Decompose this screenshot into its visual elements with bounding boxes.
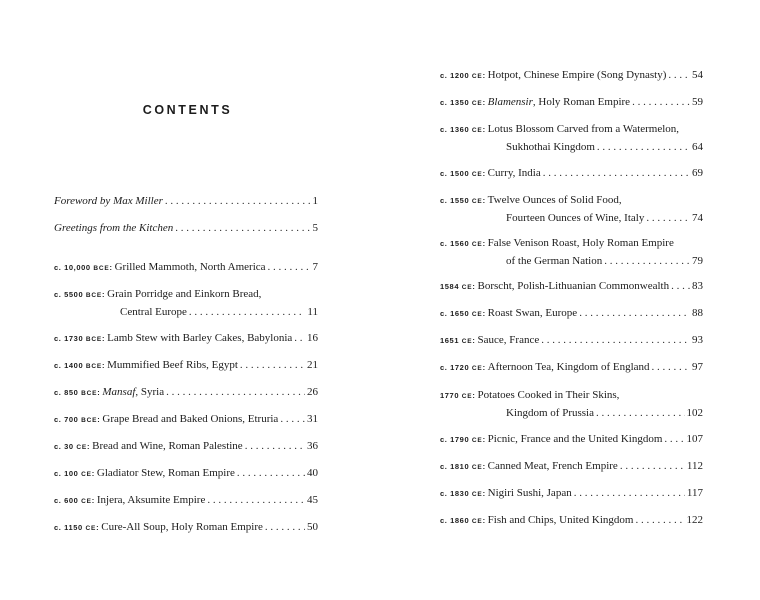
toc-line <box>54 357 318 375</box>
entry-title-text: Afternoon Tea, Kingdom of England <box>487 361 650 373</box>
entry-title <box>488 67 667 83</box>
entry-page-number: 26 <box>307 386 318 398</box>
entry-page-number: 21 <box>307 359 318 371</box>
entry-era: CE <box>471 311 483 318</box>
entry-title-text: Hotpot, Chinese Empire (Song Dynasty) <box>487 69 667 81</box>
entry-title-continued: Kingdom of Prussia <box>506 407 594 419</box>
entry-date-value: c. 850 <box>54 388 79 397</box>
entry-page-number: 64 <box>692 141 703 153</box>
entry-title-text: Nigiri Sushi, Japan <box>487 487 572 499</box>
entry-title-text: Picnic, France and the United Kingdom <box>487 433 663 445</box>
entry-page-number: 74 <box>692 212 703 224</box>
entry-page-number: 79 <box>692 255 703 267</box>
entry-date: c. 30 CE: <box>54 442 91 451</box>
dot-leader <box>596 405 685 421</box>
toc-entry <box>440 235 703 269</box>
toc-entry <box>54 492 318 510</box>
toc-line <box>54 465 318 483</box>
dot-leader <box>543 165 690 181</box>
dot-leader <box>652 359 690 375</box>
entry-date-value: c. 1650 <box>440 309 470 318</box>
entry-date-value: c. 1350 <box>440 98 470 107</box>
entry-date: c. 1350 CE: <box>440 98 486 107</box>
toc-line <box>54 193 318 209</box>
entry-date: c. 1830 CE: <box>440 489 486 498</box>
entry-page-number: 1 <box>312 195 318 207</box>
toc-line-continued <box>440 253 703 269</box>
entry-date: c. 1200 CE: <box>440 71 486 80</box>
entry-title <box>488 192 622 208</box>
entry-era: CE <box>85 525 97 532</box>
dot-leader <box>265 519 305 535</box>
entry-date-value: 1770 <box>440 391 460 400</box>
entry-date: c. 1860 CE: <box>440 516 486 525</box>
entry-title-text: Grain Porridge and Einkorn Bread, <box>107 288 262 300</box>
toc-line <box>440 165 703 183</box>
entry-date: c. 100 CE: <box>54 469 95 478</box>
entry-title-continued: of the German Nation <box>506 255 603 267</box>
toc-entry <box>440 359 703 377</box>
entry-title <box>488 235 674 251</box>
entry-page-number: 45 <box>307 494 318 506</box>
toc-entry <box>440 332 703 350</box>
toc-line-continued <box>440 210 703 226</box>
entry-page-number: 36 <box>307 440 318 452</box>
toc-entry <box>440 67 703 85</box>
entry-date-value: c. 1720 <box>440 363 470 372</box>
toc-entry <box>54 193 318 209</box>
entry-title-text: , Syria <box>135 386 165 398</box>
entry-era: CE <box>471 171 483 178</box>
entry-title <box>54 193 163 209</box>
entry-date-value: c. 1360 <box>440 125 470 134</box>
toc-line <box>440 458 703 476</box>
entry-date-value: 1651 <box>440 336 460 345</box>
toc-entry <box>440 431 703 449</box>
entry-date-value: c. 30 <box>54 442 74 451</box>
dot-leader <box>604 253 690 269</box>
toc-entry <box>54 411 318 429</box>
toc-entry <box>54 286 318 320</box>
entry-page-number: 69 <box>692 167 703 179</box>
toc-line <box>54 220 318 236</box>
toc-line <box>440 512 703 530</box>
entry-era: CE <box>461 393 473 400</box>
entry-page-number: 40 <box>307 467 318 479</box>
entry-title-text: Bread and Wine, Roman Palestine <box>92 440 243 452</box>
entry-date: c. 850 BCE: <box>54 388 101 397</box>
toc-line <box>440 121 703 139</box>
entry-title <box>97 492 205 508</box>
entry-date: c. 1810 CE: <box>440 462 486 471</box>
entry-page-number: 83 <box>692 280 703 292</box>
toc-entry <box>54 384 318 402</box>
toc-entry <box>440 165 703 183</box>
entry-title-text: , Holy Roman Empire <box>532 96 631 108</box>
entry-date-value: c. 10,000 <box>54 263 91 272</box>
dot-leader <box>166 384 305 400</box>
entry-date-value: c. 1560 <box>440 239 470 248</box>
entry-date: c. 700 BCE: <box>54 415 101 424</box>
entry-title <box>488 94 630 110</box>
toc-line <box>54 411 318 429</box>
entry-title <box>107 286 261 302</box>
entry-date-value: c. 1400 <box>54 361 84 370</box>
entry-date: c. 1500 CE: <box>440 169 486 178</box>
entry-date: c. 10,000 BCE: <box>54 263 113 272</box>
toc-entry <box>54 519 318 537</box>
toc-line-continued <box>440 405 703 421</box>
dot-leader <box>175 220 310 236</box>
toc-line <box>440 235 703 253</box>
entry-title-text: Lamb Stew with Barley Cakes, Babylonia <box>107 332 293 344</box>
entry-era: CE <box>471 491 483 498</box>
dot-leader <box>632 94 690 110</box>
entry-page-number: 54 <box>692 69 703 81</box>
toc-entry <box>440 512 703 530</box>
entry-title-continued: Fourteen Ounces of Wine, Italy <box>506 212 645 224</box>
entry-title <box>115 259 266 275</box>
dot-leader <box>207 492 305 508</box>
entry-title <box>101 519 263 535</box>
entry-era: CE <box>81 498 92 505</box>
toc-line <box>54 286 318 304</box>
entry-date-value: c. 1200 <box>440 71 470 80</box>
entry-title <box>488 431 663 447</box>
entry-page-number: 5 <box>312 222 318 234</box>
right-page <box>380 0 760 600</box>
toc-line <box>440 192 703 210</box>
dot-leader <box>620 458 685 474</box>
entry-title-text: Cure-All Soup, Holy Roman Empire <box>101 521 263 533</box>
entry-era: CE <box>461 284 473 291</box>
entry-title <box>92 438 243 454</box>
entry-title-text: Injera, Aksumite Empire <box>96 494 206 506</box>
entry-title <box>478 332 540 348</box>
dot-leader <box>646 210 690 226</box>
entry-title-text: Twelve Ounces of Solid Food, <box>487 194 622 206</box>
entry-page-number: 16 <box>307 332 318 344</box>
entry-page-number: 102 <box>686 407 703 419</box>
entry-date-value: c. 700 <box>54 415 79 424</box>
entry-era: CE <box>471 198 483 205</box>
entry-title-text: Mummified Beef Ribs, Egypt <box>107 359 238 371</box>
entry-era: CE <box>471 464 483 471</box>
entry-date: c. 1650 CE: <box>440 309 486 318</box>
entry-title-text: Foreword by Max Miller <box>54 195 163 207</box>
toc-line <box>54 519 318 537</box>
toc-entry <box>54 438 318 456</box>
toc-line <box>54 330 318 348</box>
dot-leader <box>668 67 690 83</box>
toc-line <box>54 259 318 277</box>
entry-title <box>488 485 572 501</box>
entry-title-italic: Blamensir <box>487 96 533 108</box>
toc-line-continued <box>54 304 318 320</box>
toc-line <box>440 387 703 405</box>
toc-entry <box>54 220 318 236</box>
entry-date-value: c. 600 <box>54 496 79 505</box>
entry-page-number: 7 <box>312 261 318 273</box>
entry-date: c. 600 CE: <box>54 496 95 505</box>
dot-leader <box>541 332 690 348</box>
dot-leader <box>268 259 311 275</box>
entry-era: CE <box>471 241 483 248</box>
dot-leader <box>597 139 690 155</box>
entry-page-number: 107 <box>686 433 703 445</box>
toc-entry <box>440 485 703 503</box>
entry-title-text: Fish and Chips, United Kingdom <box>487 514 634 526</box>
dot-leader <box>671 278 690 294</box>
toc-entry <box>440 192 703 226</box>
entry-date: c. 1550 CE: <box>440 196 486 205</box>
entry-title-text: Borscht, Polish-Lithuanian Commonwealth <box>477 280 670 292</box>
entry-date-value: c. 1550 <box>440 196 470 205</box>
entry-title <box>478 387 620 403</box>
entry-date: c. 1360 CE: <box>440 125 486 134</box>
dot-leader <box>165 193 311 209</box>
entry-page-number: 88 <box>692 307 703 319</box>
entry-title-text: Greetings from the Kitchen <box>54 222 174 234</box>
entry-title <box>107 330 292 346</box>
entry-page-number: 117 <box>686 487 703 499</box>
entry-title <box>102 384 164 400</box>
contents-heading: CONTENTS <box>142 103 233 117</box>
entry-title-continued: Central Europe <box>120 306 187 318</box>
entry-date-value: c. 1810 <box>440 462 470 471</box>
entry-date-value: c. 1790 <box>440 435 470 444</box>
entry-title-text: Lotus Blossom Carved from a Watermelon, <box>487 123 680 135</box>
entry-date-value: c. 1860 <box>440 516 470 525</box>
entry-title-continued: Sukhothai Kingdom <box>506 141 595 153</box>
entry-date: c. 1790 CE: <box>440 435 486 444</box>
entry-title-text: Roast Swan, Europe <box>487 307 578 319</box>
entry-date-value: c. 5500 <box>54 290 84 299</box>
entry-era: CE <box>81 471 92 478</box>
entry-date: c. 1730 BCE: <box>54 334 106 343</box>
toc-entry <box>440 458 703 476</box>
entry-title <box>488 165 541 181</box>
entry-era: CE <box>471 365 483 372</box>
entry-title <box>478 278 670 294</box>
entry-title <box>107 357 238 373</box>
entry-date-value: c. 1730 <box>54 334 84 343</box>
toc-line <box>440 485 703 503</box>
entry-title-text: Gladiator Stew, Roman Empire <box>96 467 235 479</box>
toc-line <box>54 384 318 402</box>
toc-line <box>54 492 318 510</box>
toc-line <box>440 305 703 323</box>
toc-entry <box>54 357 318 375</box>
entry-era: BCE <box>81 417 98 424</box>
entry-date-value: 1584 <box>440 282 460 291</box>
dot-leader <box>280 411 305 427</box>
entry-date: 1651 CE: <box>440 336 476 345</box>
toc-entry <box>440 94 703 112</box>
entry-page-number: 11 <box>307 306 318 318</box>
toc-line <box>440 94 703 112</box>
entry-page-number: 50 <box>307 521 318 533</box>
dot-leader <box>664 431 684 447</box>
entry-era: BCE <box>93 265 110 272</box>
toc-line <box>440 431 703 449</box>
entry-title-text: Curry, India <box>487 167 541 179</box>
entry-title <box>488 458 618 474</box>
dot-leader <box>635 512 684 528</box>
toc-entry <box>54 465 318 483</box>
dot-leader <box>240 357 305 373</box>
entry-era: CE <box>471 100 483 107</box>
toc-line-continued <box>440 139 703 155</box>
toc-entry <box>440 305 703 323</box>
dot-leader <box>294 330 305 346</box>
entry-title <box>54 220 173 236</box>
entry-date: c. 1150 CE: <box>54 523 100 532</box>
entry-page-number: 97 <box>692 361 703 373</box>
entry-date-value: c. 1150 <box>54 523 83 532</box>
entry-title-italic: Mansaf <box>102 386 136 398</box>
entry-date-value: c. 100 <box>54 469 79 478</box>
entry-date: 1584 CE: <box>440 282 476 291</box>
entry-title <box>102 411 278 427</box>
entry-era: CE <box>461 338 473 345</box>
dot-leader <box>579 305 690 321</box>
entry-title <box>488 359 650 375</box>
entry-era: CE <box>471 437 483 444</box>
entry-date-value: c. 1500 <box>440 169 470 178</box>
entry-era: CE <box>76 444 88 451</box>
entry-title-text: Grilled Mammoth, North America <box>114 261 266 273</box>
dot-leader <box>189 304 306 320</box>
entry-title-text: False Venison Roast, Holy Roman Empire <box>487 237 674 249</box>
dot-leader <box>245 438 305 454</box>
entry-page-number: 93 <box>692 334 703 346</box>
dot-leader <box>237 465 305 481</box>
entry-date-value: c. 1830 <box>440 489 470 498</box>
toc-line <box>440 359 703 377</box>
toc-entry <box>440 278 703 296</box>
entry-page-number: 59 <box>692 96 703 108</box>
entry-era: BCE <box>81 390 98 397</box>
toc-entry <box>54 259 318 277</box>
entry-title-text: Grape Bread and Baked Onions, Etruria <box>102 413 279 425</box>
entry-title-text: Potatoes Cooked in Their Skins, <box>477 389 620 401</box>
entry-era: BCE <box>85 292 103 299</box>
entry-era: BCE <box>85 363 103 370</box>
entry-title-text: Canned Meat, French Empire <box>487 460 618 472</box>
toc-line <box>54 438 318 456</box>
toc-entry <box>440 121 703 155</box>
toc-line <box>440 278 703 296</box>
entry-era: CE <box>471 127 483 134</box>
toc-line <box>440 332 703 350</box>
entry-page-number: 112 <box>686 460 703 472</box>
entry-era: CE <box>471 73 483 80</box>
entry-date: c. 5500 BCE: <box>54 290 106 299</box>
toc-line <box>440 67 703 85</box>
entry-date: c. 1720 CE: <box>440 363 486 372</box>
entry-title-text: Sauce, France <box>477 334 540 346</box>
entry-date: c. 1560 CE: <box>440 239 486 248</box>
entry-title <box>488 512 634 528</box>
entry-title <box>97 465 235 481</box>
entry-title <box>488 121 679 137</box>
entry-page-number: 122 <box>686 514 703 526</box>
entry-date: 1770 CE: <box>440 391 476 400</box>
entry-page-number: 31 <box>307 413 318 425</box>
entry-date: c. 1400 BCE: <box>54 361 106 370</box>
dot-leader <box>574 485 685 501</box>
toc-entry <box>54 330 318 348</box>
toc-entry <box>440 387 703 421</box>
entry-era: BCE <box>85 336 103 343</box>
entry-title <box>488 305 578 321</box>
entry-era: CE <box>471 518 483 525</box>
